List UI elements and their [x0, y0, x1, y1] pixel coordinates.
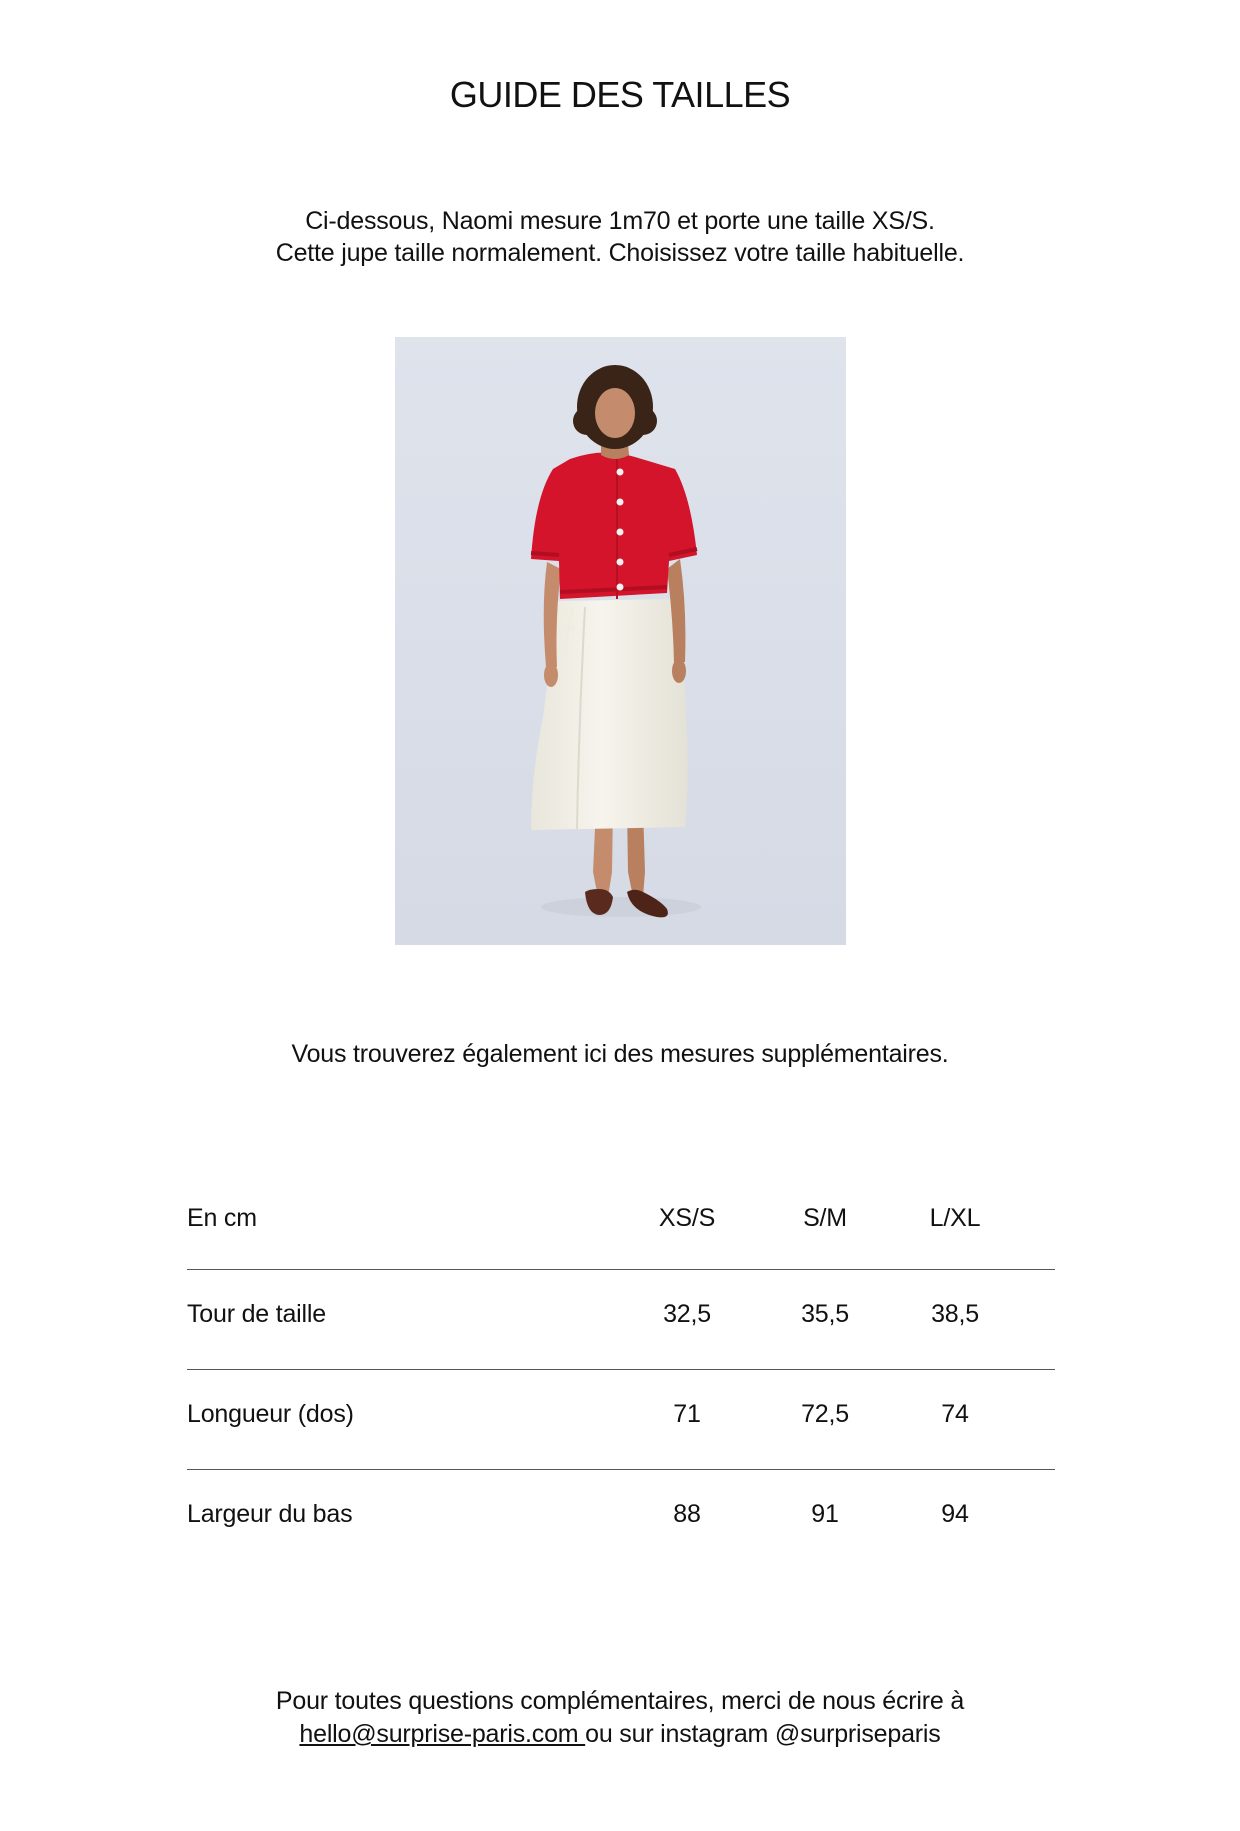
table-row [187, 1370, 1055, 1470]
model-photo [395, 337, 846, 945]
instagram-text: ou sur instagram @surpriseparis [585, 1720, 941, 1748]
size-header-xs-s: XS/S [658, 1204, 716, 1232]
size-header-l-xl: L/XL [929, 1204, 981, 1232]
table-cell: 35,5 [801, 1300, 849, 1328]
table-cell: 91 [811, 1500, 839, 1528]
table-cell: 72,5 [801, 1400, 849, 1428]
row-label-waist: Tour de taille [187, 1300, 326, 1328]
size-header-s-m: S/M [803, 1204, 847, 1232]
table-cell: 74 [941, 1400, 969, 1428]
contact-line-2 [0, 1718, 1240, 1751]
size-table [187, 1200, 1055, 1570]
table-header-row [187, 1200, 1055, 1270]
table-cell: 32,5 [663, 1300, 711, 1328]
table-cell: 38,5 [931, 1300, 979, 1328]
table-row [187, 1270, 1055, 1370]
table-cell: 94 [941, 1500, 969, 1528]
intro-line-fit: Cette jupe taille normalement. Choisissez votre taille habituelle. [275, 239, 965, 267]
contact-line: Pour toutes questions complémentaires, merci de nous écrire à [275, 1687, 965, 1715]
page-title: GUIDE DES TAILLES [449, 74, 791, 115]
extra-measurements-text: Vous trouverez également ici des mesures supplémentaires. [291, 1040, 949, 1068]
intro-line-model: Ci-dessous, Naomi mesure 1m70 et porte une taille XS/S. [305, 207, 935, 235]
table-cell: 88 [673, 1500, 701, 1528]
row-label-length: Longueur (dos) [187, 1400, 354, 1428]
contact-text [0, 1685, 1240, 1751]
email-link[interactable]: hello@surprise-paris.com [299, 1720, 586, 1748]
table-cell: 71 [673, 1400, 701, 1428]
unit-label: En cm [187, 1204, 257, 1232]
row-label-hem-width: Largeur du bas [187, 1500, 353, 1528]
intro-text [0, 205, 1240, 269]
table-row [187, 1470, 1055, 1570]
